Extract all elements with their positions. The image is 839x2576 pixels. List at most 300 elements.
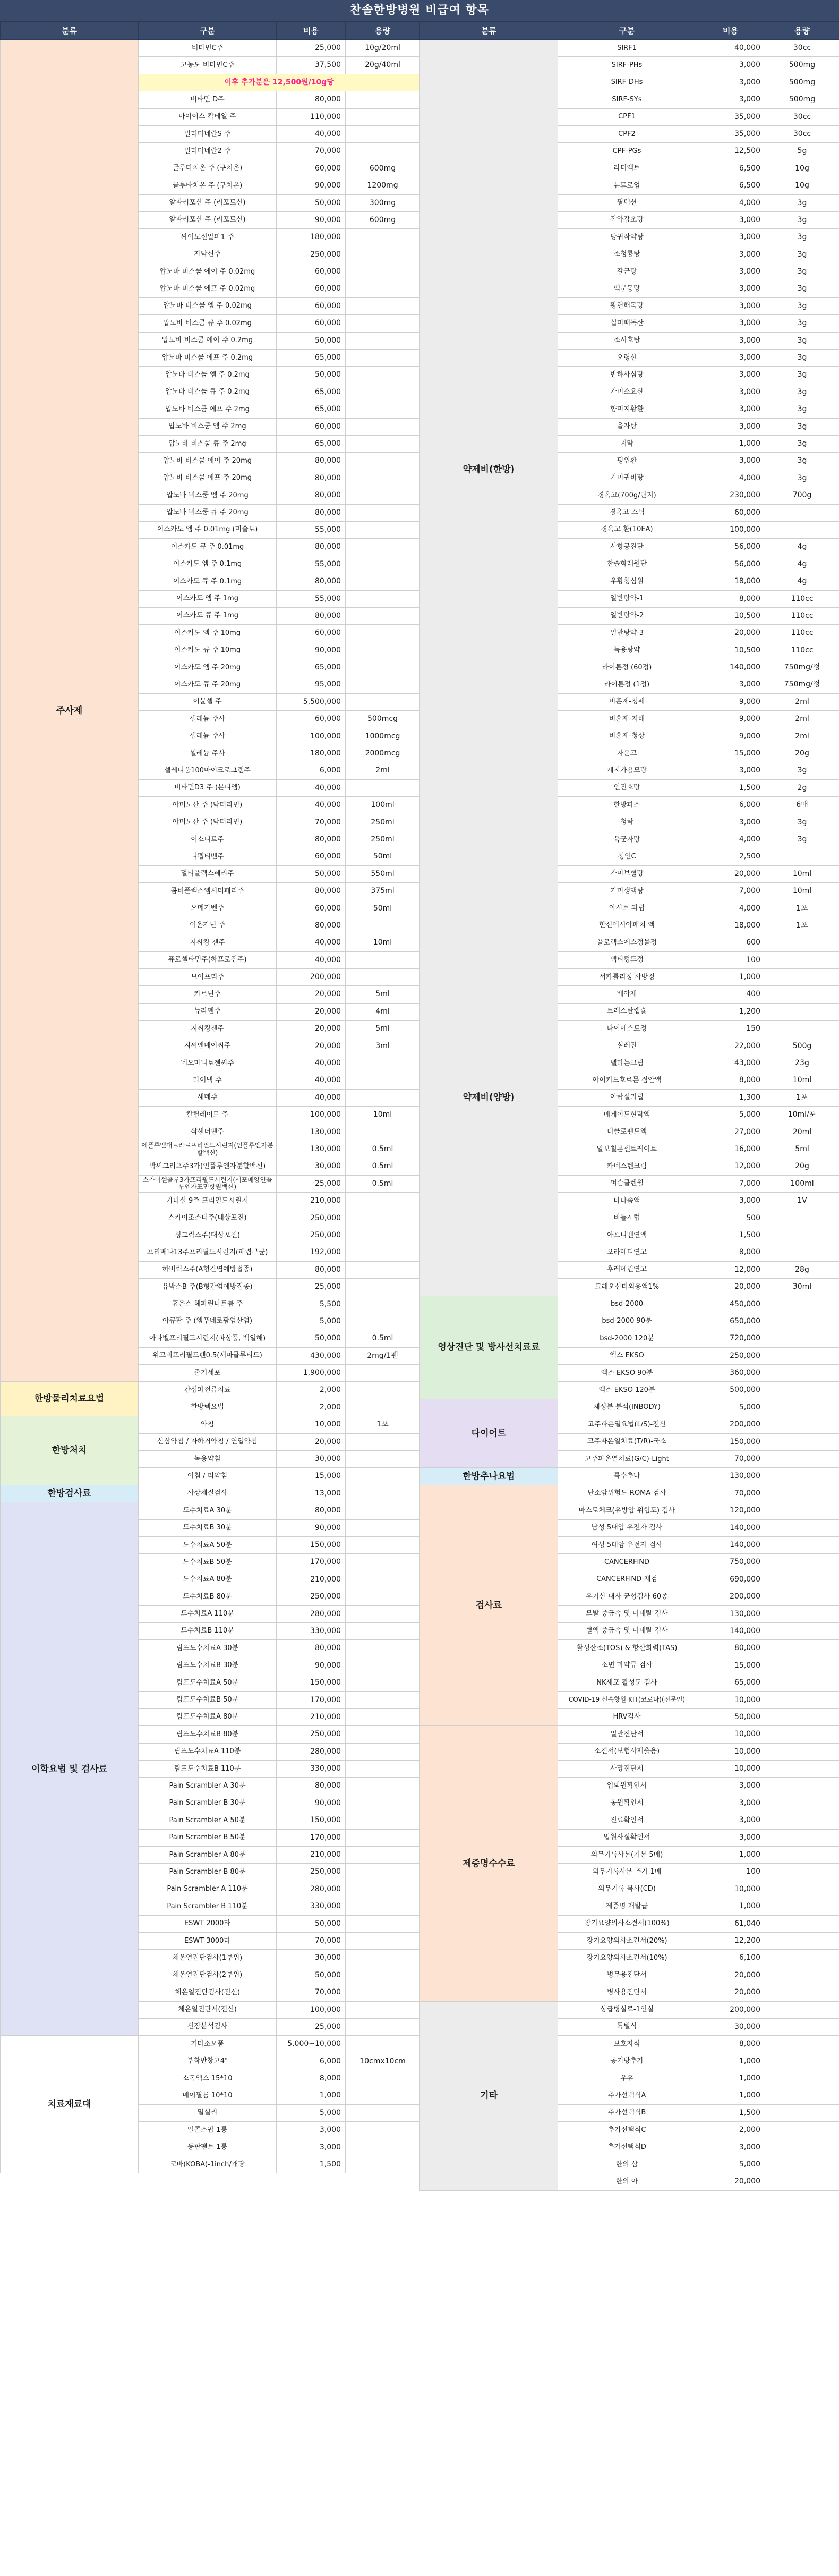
item-volume: 110cc (765, 642, 839, 659)
item-volume (346, 315, 420, 332)
item-name: SIRF1 (558, 40, 696, 57)
item-volume: 3g (765, 453, 839, 470)
table-row (420, 1296, 839, 1313)
item-price: 40,000 (277, 934, 346, 951)
item-price: 1,500 (277, 2156, 346, 2173)
item-price: 150,000 (277, 1812, 346, 1829)
item-price: 95,000 (277, 676, 346, 693)
item-price: 12,000 (696, 1158, 765, 1175)
item-name: 도수치료B 80분 (139, 1588, 277, 1605)
item-price: 100,000 (277, 728, 346, 745)
item-volume (346, 470, 420, 487)
item-volume: 2ml (346, 762, 420, 779)
item-name: 의무기록사본(기본 5매) (558, 1847, 696, 1864)
item-name: 서카톨리정 사방정 (558, 969, 696, 986)
item-name: 압노바 비스쿰 에프 주 2mg (139, 401, 277, 418)
item-name: 이스카도 엠 주 10mg (139, 625, 277, 642)
item-volume (346, 1864, 420, 1881)
item-price: 1,000 (696, 1847, 765, 1864)
item-name: 알파리포산 주 (리포토신) (139, 211, 277, 228)
item-volume (346, 487, 420, 504)
item-name: 압노바 비스쿰 엠 주 2mg (139, 418, 277, 435)
item-price: 50,000 (277, 194, 346, 211)
item-name: 특별식 (558, 2018, 696, 2035)
item-price: 80,000 (696, 1640, 765, 1657)
item-volume (346, 1657, 420, 1674)
item-name: 퍼슨클렌월 (558, 1175, 696, 1192)
item-price: 230,000 (696, 487, 765, 504)
item-price: 90,000 (277, 1657, 346, 1674)
item-volume: 50ml (346, 848, 420, 865)
item-volume: 3g (765, 435, 839, 452)
item-price: 4,000 (696, 194, 765, 211)
item-name: 아시트 과립 (558, 900, 696, 917)
item-volume (346, 779, 420, 796)
item-price: 55,000 (277, 556, 346, 573)
item-name: 아프니벤연액 (558, 1227, 696, 1244)
item-price: 60,000 (277, 297, 346, 314)
item-price: 20,000 (277, 986, 346, 1003)
item-volume (765, 1726, 839, 1743)
item-price: 18,000 (696, 917, 765, 934)
item-name: 병무용진단서 (558, 1967, 696, 1984)
price-table-left (0, 21, 420, 2173)
item-name: 신장분석검사 (139, 2018, 277, 2035)
category-cell: 제증명수수료 (420, 1726, 558, 2001)
item-name: 의무기록 복사(CD) (558, 1881, 696, 1898)
item-name: 사향공진단 (558, 539, 696, 556)
item-name: 플로렉스에스정몰정 (558, 934, 696, 951)
item-price: 500 (696, 1210, 765, 1227)
item-volume: 1포 (765, 1089, 839, 1106)
item-name: 여성 5대암 유전자 검사 (558, 1536, 696, 1553)
item-price: 130,000 (696, 1468, 765, 1485)
item-price: 200,000 (696, 1416, 765, 1433)
item-name: 소변 마약류 검사 (558, 1657, 696, 1674)
item-volume: 600mg (346, 211, 420, 228)
item-volume: 5g (765, 143, 839, 160)
item-volume: 100ml (346, 797, 420, 814)
item-volume (346, 1485, 420, 1502)
item-name: 특수추나 (558, 1468, 696, 1485)
item-price: 80,000 (277, 917, 346, 934)
item-name: 체성분 분석(INBODY) (558, 1399, 696, 1416)
item-price: 20,000 (696, 865, 765, 882)
item-price: 8,000 (696, 590, 765, 607)
item-volume (346, 1313, 420, 1330)
item-volume: 500mg (765, 74, 839, 91)
item-volume (346, 1761, 420, 1778)
item-volume (346, 1279, 420, 1296)
item-price: 10,500 (696, 642, 765, 659)
item-name: Pain Scrambler A 110분 (139, 1881, 277, 1898)
item-name: 사망진단서 (558, 1761, 696, 1778)
item-name: 하버릭스주(A형간염예방접종) (139, 1261, 277, 1278)
item-name: 림프도수치료A 80분 (139, 1708, 277, 1725)
item-name: 새메주 (139, 1089, 277, 1106)
item-volume (765, 1227, 839, 1244)
item-volume (765, 934, 839, 951)
item-name: 스카이조스터주(대상포진) (139, 1210, 277, 1227)
header-volume: 용량 (765, 22, 839, 40)
item-price: 100 (696, 951, 765, 968)
item-name: 셀레늄 주사 (139, 728, 277, 745)
item-volume (765, 2087, 839, 2104)
item-name: Pain Scrambler B 50분 (139, 1829, 277, 1846)
item-price: 330,000 (277, 1761, 346, 1778)
item-volume (765, 2053, 839, 2070)
item-price: 25,000 (277, 40, 346, 57)
item-price: 210,000 (277, 1193, 346, 1210)
table-row (1, 1416, 420, 1433)
item-price: 20,000 (277, 1433, 346, 1450)
item-price: 13,000 (277, 1485, 346, 1502)
item-volume (346, 1778, 420, 1795)
item-name: 압노바 비스쿰 에프 주 0.02mg (139, 280, 277, 297)
item-price: 250,000 (277, 1210, 346, 1227)
item-price: 80,000 (277, 539, 346, 556)
item-price: 1,300 (696, 1089, 765, 1106)
item-name: 당귀작약탕 (558, 229, 696, 246)
item-volume (346, 1365, 420, 1382)
item-volume: 500mg (765, 91, 839, 108)
item-volume (346, 625, 420, 642)
item-price: 3,000 (696, 384, 765, 401)
item-volume: 4g (765, 573, 839, 590)
item-name: 위고비프리필드펜0.5(세마글루티드) (139, 1347, 277, 1364)
item-name: 라이톤정 (1정) (558, 676, 696, 693)
item-volume (346, 504, 420, 521)
header-item: 구분 (139, 22, 277, 40)
item-price: 170,000 (277, 1691, 346, 1708)
item-name: bsd-2000 120분 (558, 1330, 696, 1347)
item-name: Pain Scrambler A 30분 (139, 1778, 277, 1795)
item-price: 60,000 (277, 263, 346, 280)
item-volume: 0.5ml (346, 1158, 420, 1175)
item-price: 30,000 (277, 1451, 346, 1468)
item-name: 체온열진단검사(전신) (139, 1984, 277, 2001)
item-price: 9,000 (696, 728, 765, 745)
item-name: 마이어스 칵테일 주 (139, 108, 277, 125)
item-volume (346, 521, 420, 538)
item-price: 600 (696, 934, 765, 951)
item-volume (765, 2001, 839, 2018)
item-price: 3,000 (696, 1795, 765, 1812)
item-volume: 10ml/포 (765, 1107, 839, 1124)
item-name: 입퇴원확인서 (558, 1778, 696, 1795)
item-volume (346, 1708, 420, 1725)
item-price: 1,000 (696, 2087, 765, 2104)
item-name: 도수치료A 80분 (139, 1571, 277, 1588)
item-price: 2,000 (277, 1382, 346, 1399)
item-price: 27,000 (696, 1124, 765, 1141)
item-volume: 1V (765, 1193, 839, 1210)
item-name: 청인C (558, 848, 696, 865)
item-price: 50,000 (277, 865, 346, 882)
item-volume: 10g/20ml (346, 40, 420, 57)
item-price: 6,000 (277, 2053, 346, 2070)
table-row (420, 2001, 839, 2018)
item-name: 림프도수치료B 110분 (139, 1761, 277, 1778)
item-volume (346, 2070, 420, 2087)
item-price: 7,000 (696, 883, 765, 900)
item-price: 20,000 (277, 1038, 346, 1055)
item-price: 7,000 (696, 1175, 765, 1192)
item-price: 60,000 (277, 848, 346, 865)
item-volume (765, 2139, 839, 2156)
item-price: 10,000 (277, 1416, 346, 1433)
item-name: 셀레늄 주사 (139, 745, 277, 762)
item-volume (765, 1622, 839, 1639)
item-volume (346, 1898, 420, 1915)
item-volume: 110cc (765, 625, 839, 642)
item-volume: 2ml (765, 728, 839, 745)
item-name: SIRF-DHs (558, 74, 696, 91)
item-volume (346, 969, 420, 986)
item-volume: 250ml (346, 831, 420, 848)
item-price: 690,000 (696, 1571, 765, 1588)
item-name: 소청룡탕 (558, 246, 696, 263)
item-volume (765, 1468, 839, 1485)
item-name: 고주파온열요법(L/S)-전신 (558, 1416, 696, 1433)
item-volume (765, 1588, 839, 1605)
item-volume: 10cmx10cm (346, 2053, 420, 2070)
item-name: 고주파온열치료(G/C)-Light (558, 1451, 696, 1468)
item-price: 6,000 (277, 762, 346, 779)
item-name: 퓨로셀타민주(하프로진주) (139, 951, 277, 968)
item-name: 유기산 대사 균형검사 60종 (558, 1588, 696, 1605)
item-price: 15,000 (277, 1468, 346, 1485)
item-volume (346, 1089, 420, 1106)
item-name: 이스카도 큐 주 10mg (139, 642, 277, 659)
item-price: 3,000 (696, 315, 765, 332)
item-name: Pain Scrambler B 80분 (139, 1864, 277, 1881)
item-volume (346, 435, 420, 452)
item-price: 280,000 (277, 1743, 346, 1760)
item-name: 자운고 (558, 745, 696, 762)
item-name: Pain Scrambler A 50분 (139, 1812, 277, 1829)
item-name: 베아제 (558, 986, 696, 1003)
item-name: 압노바 비스쿰 에프 주 20mg (139, 470, 277, 487)
item-name: HRV검사 (558, 1708, 696, 1725)
item-price: 40,000 (277, 1072, 346, 1089)
item-volume: 1포 (346, 1416, 420, 1433)
item-price: 80,000 (277, 1778, 346, 1795)
item-volume (765, 1915, 839, 1932)
item-volume (346, 1433, 420, 1450)
item-name: 일반탕약-2 (558, 607, 696, 624)
item-price: 55,000 (277, 590, 346, 607)
item-name: 비타민C주 (139, 40, 277, 57)
item-name: 이스카도 엠 주 0.01mg (미슬토) (139, 521, 277, 538)
item-price: 10,500 (696, 607, 765, 624)
item-volume (765, 1554, 839, 1571)
item-price: 16,000 (696, 1141, 765, 1158)
item-price: 250,000 (277, 1864, 346, 1881)
item-volume: 10g (765, 177, 839, 194)
item-price: 8,000 (277, 2070, 346, 2087)
table-header-row (420, 22, 839, 40)
item-volume (346, 2087, 420, 2104)
item-price: 210,000 (277, 1847, 346, 1864)
item-name: 알보칠콘센트레이트 (558, 1141, 696, 1158)
item-price: 60,000 (277, 315, 346, 332)
item-name: 압노바 비스쿰 큐 주 0.02mg (139, 315, 277, 332)
item-volume: 1포 (765, 900, 839, 917)
item-name: 비타민 D주 (139, 91, 277, 108)
category-cell: 약제비(한방) (420, 40, 558, 900)
item-price: 3,000 (696, 246, 765, 263)
item-volume: 100ml (765, 1175, 839, 1192)
item-name: 반하사심탕 (558, 367, 696, 384)
item-name: 한신에시아패치 액 (558, 917, 696, 934)
item-volume (765, 1812, 839, 1829)
item-volume: 20g/40ml (346, 57, 420, 74)
item-price: 50,000 (277, 1330, 346, 1347)
left-body (1, 40, 420, 2173)
item-name: 벨라논크림 (558, 1055, 696, 1072)
category-cell: 한방검사료 (1, 1485, 139, 1502)
item-name: 병사용진단서 (558, 1984, 696, 2001)
item-volume (765, 521, 839, 538)
item-price: 65,000 (277, 384, 346, 401)
item-volume (765, 1795, 839, 1812)
item-price: 90,000 (277, 642, 346, 659)
item-volume (346, 2018, 420, 2035)
item-volume: 0.5ml (346, 1330, 420, 1347)
item-price: 360,000 (696, 1365, 765, 1382)
item-price: 10,000 (696, 1726, 765, 1743)
header-price: 비용 (277, 22, 346, 40)
table-row (1, 2036, 420, 2053)
item-volume: 700g (765, 487, 839, 504)
item-volume: 110cc (765, 607, 839, 624)
item-volume (765, 1984, 839, 2001)
item-price: 3,000 (696, 332, 765, 349)
item-volume (765, 2122, 839, 2139)
item-name: 줄기세포 (139, 1365, 277, 1382)
item-volume (346, 1640, 420, 1657)
item-name: 찬솔화래원단 (558, 556, 696, 573)
item-name: 자닥신주 (139, 246, 277, 263)
item-volume: 1200mg (346, 177, 420, 194)
item-volume (346, 1812, 420, 1829)
item-name: 경옥고(700g/단지) (558, 487, 696, 504)
item-volume (765, 1382, 839, 1399)
item-price: 20,000 (277, 1003, 346, 1020)
item-volume: 10ml (346, 1107, 420, 1124)
item-price: 61,040 (696, 1915, 765, 1932)
item-volume (346, 332, 420, 349)
item-volume: 30ml (765, 1279, 839, 1296)
item-price: 5,000 (277, 1313, 346, 1330)
item-volume: 20ml (765, 1124, 839, 1141)
item-name: 림프도수치료B 50분 (139, 1691, 277, 1708)
item-volume (346, 125, 420, 142)
item-volume: 30cc (765, 40, 839, 57)
item-price: 3,000 (696, 57, 765, 74)
item-name: CANCERFIND-재검 (558, 1571, 696, 1588)
item-volume: 5ml (765, 1141, 839, 1158)
item-price: 40,000 (696, 40, 765, 57)
item-price: 30,000 (277, 1950, 346, 1967)
item-price: 430,000 (277, 1347, 346, 1364)
item-name: 도수치료B 110분 (139, 1622, 277, 1639)
item-volume (346, 1881, 420, 1898)
header-category: 분류 (420, 22, 558, 40)
item-name: 멀티미네랄2 주 (139, 143, 277, 160)
item-name: 뉴라펜주 (139, 1003, 277, 1020)
item-price: 15,000 (696, 1657, 765, 1674)
table-row (420, 900, 839, 917)
item-price: 70,000 (277, 143, 346, 160)
item-price: 65,000 (277, 435, 346, 452)
item-name: CPF1 (558, 108, 696, 125)
item-price: 3,000 (277, 2139, 346, 2156)
item-price: 8,000 (696, 1072, 765, 1089)
item-volume (346, 1055, 420, 1072)
item-name: 압노바 비스쿰 엠 주 0.02mg (139, 297, 277, 314)
item-price: 80,000 (277, 1640, 346, 1657)
item-name: 에플루엘대트라르프리필드시린지(인플루엔자분할백신) (139, 1141, 277, 1158)
item-name: 실레진 (558, 1038, 696, 1055)
item-volume (346, 1915, 420, 1932)
item-price: 500,000 (696, 1382, 765, 1399)
item-price: 80,000 (277, 470, 346, 487)
item-price: 30,000 (696, 2018, 765, 2035)
item-volume (346, 91, 420, 108)
item-volume (765, 1743, 839, 1760)
item-name: 가미생맥탕 (558, 883, 696, 900)
item-name: 일반진단서 (558, 1726, 696, 1743)
item-volume: 28g (765, 1261, 839, 1278)
table-row (420, 1726, 839, 1743)
item-price: 1,000 (696, 435, 765, 452)
item-volume (346, 280, 420, 297)
item-name: 장기요양의사소견서(20%) (558, 1932, 696, 1949)
item-name: 녹용탕약 (558, 642, 696, 659)
item-price: 80,000 (277, 831, 346, 848)
item-name: 일반탕약-1 (558, 590, 696, 607)
item-name: 압노바 비스쿰 큐 주 2mg (139, 435, 277, 452)
item-price: 60,000 (277, 160, 346, 177)
item-volume (346, 1468, 420, 1485)
item-name: CPF2 (558, 125, 696, 142)
item-volume (346, 556, 420, 573)
item-name: 황련해독탕 (558, 297, 696, 314)
item-volume: 3g (765, 470, 839, 487)
item-volume (346, 453, 420, 470)
item-price: 3,000 (696, 453, 765, 470)
item-name: 산삼약침 / 자하거약침 / 연엽약침 (139, 1433, 277, 1450)
item-name: 크레오신티외용액1% (558, 1279, 696, 1296)
item-volume: 5ml (346, 1021, 420, 1038)
item-volume (346, 384, 420, 401)
item-volume (765, 1640, 839, 1657)
item-volume (765, 2018, 839, 2035)
item-price: 20,000 (696, 1984, 765, 2001)
item-price: 250,000 (277, 1227, 346, 1244)
item-price: 1,200 (696, 1003, 765, 1020)
category-cell: 영상진단 및 방사선치료료 (420, 1296, 558, 1399)
item-volume: 3g (765, 194, 839, 211)
item-price: 130,000 (277, 1141, 346, 1158)
item-volume: 550ml (346, 865, 420, 882)
item-price: 18,000 (696, 573, 765, 590)
category-cell: 주사제 (1, 40, 139, 1382)
item-name: 부착반창고4" (139, 2053, 277, 2070)
item-name: 얼콜스팝 1통 (139, 2122, 277, 2139)
